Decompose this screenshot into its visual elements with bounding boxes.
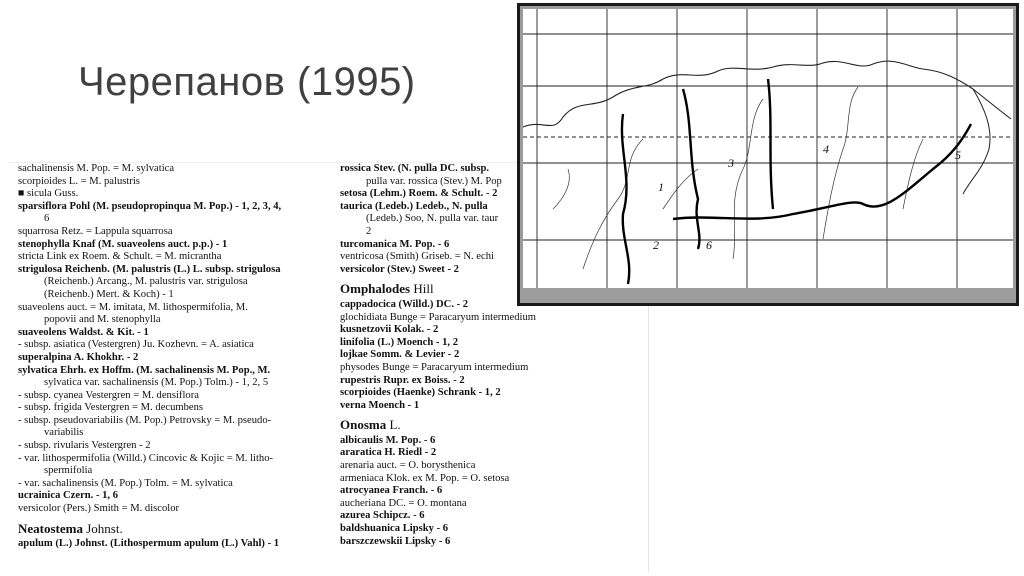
region-label-4: 4 bbox=[823, 142, 829, 156]
list-item: arenaria auct. = O. borysthenica bbox=[340, 460, 476, 472]
list-item: stenophylla Knaf (M. suaveolens auct. p.p.) - 1 bbox=[18, 238, 228, 250]
list-item: kusnetzovii Kolak. - 2 bbox=[340, 324, 439, 336]
list-item: glochidiata Bunge = Paracaryum intermedium bbox=[340, 311, 537, 323]
list-item: rossica Stev. (N. pulla DC. subsp. bbox=[340, 163, 490, 174]
list-item: araratica H. Riedl - 2 bbox=[340, 447, 437, 459]
list-item: (Reichenb.) Arcang., M. palustris var. strigulosa bbox=[44, 276, 248, 288]
list-item: armeniaca Klok. ex M. Pop. = O. setosa bbox=[340, 472, 510, 484]
list-item: - subsp. pseudovariabilis (M. Pop.) Petrovsky = M. pseudo- bbox=[18, 414, 272, 426]
list-item: - subsp. frigida Vestergren = M. decumbens bbox=[18, 402, 204, 414]
region-label-3: 3 bbox=[728, 156, 734, 170]
list-item: taurica (Ledeb.) Ledeb., N. pulla bbox=[340, 200, 488, 212]
list-item: atrocyanea Franch. - 6 bbox=[340, 485, 443, 497]
list-item: superalpina A. Khokhr. - 2 bbox=[18, 351, 139, 363]
list-item: strigulosa Reichenb. (M. palustris (L.) L. subsp. strigulosa bbox=[18, 263, 281, 275]
eastern-coastline bbox=[963, 89, 990, 194]
northern-coastline bbox=[523, 61, 1011, 127]
list-item: scorpioides L. = M. palustris bbox=[18, 175, 140, 187]
list-item: sachalinensis M. Pop. = M. sylvatica bbox=[18, 163, 175, 174]
region-label-5: 5 bbox=[955, 148, 961, 162]
region-label-1: 1 bbox=[658, 180, 664, 194]
list-item: - subsp. asiatica (Vestergren) Ju. Kozhevn. = A. asiatica bbox=[18, 339, 254, 351]
list-item: rupestris Rupr. ex Boiss. - 2 bbox=[340, 374, 465, 386]
list-item: ucrainica Czern. - 1, 6 bbox=[18, 490, 119, 502]
list-item: cappadocica (Willd.) DC. - 2 bbox=[340, 298, 469, 310]
list-item: (Ledeb.) Soo, N. pulla var. taur bbox=[366, 213, 499, 225]
list-item: baldshuanica Lipsky - 6 bbox=[340, 523, 449, 535]
list-item: aucheriana DC. = O. montana bbox=[340, 497, 467, 509]
list-item: - var. sachalinensis (M. Pop.) Tolm. = M. sylvatica bbox=[18, 477, 233, 489]
list-item: - subsp. rivularis Vestergren - 2 bbox=[18, 440, 151, 452]
left-column bbox=[18, 163, 328, 551]
list-item: squarrosa Retz. = Lappula squarrosa bbox=[18, 225, 173, 237]
list-item: sparsiflora Pohl (M. pseudopropinqua M. Pop.) - 1, 2, 3, 4, bbox=[18, 200, 282, 212]
genus-author: L. bbox=[389, 417, 401, 433]
slide-title: Черепанов (1995) bbox=[78, 60, 416, 104]
list-item: suaveolens auct. = M. imitata, M. lithospermifolia, M. bbox=[18, 301, 248, 313]
genus-heading-onosma bbox=[340, 419, 640, 432]
list-item: - var. lithospermifolia (Willd.) Cincovic & Kojic = M. litho- bbox=[18, 452, 274, 464]
list-item: linifolia (L.) Moench - 1, 2 bbox=[340, 336, 458, 348]
genus-name: Omphalodes bbox=[340, 281, 411, 297]
list-item: 6 bbox=[44, 213, 50, 225]
list-item: pulla var. rossica (Stev.) M. Pop bbox=[366, 175, 502, 187]
list-item: suaveolens Waldst. & Kit. - 1 bbox=[18, 326, 149, 338]
list-item: 2 bbox=[366, 225, 372, 237]
list-item: lojkae Somm. & Levier - 2 bbox=[340, 349, 460, 361]
map-drawing bbox=[523, 9, 1013, 288]
list-item: versicolor (Stev.) Sweet - 2 bbox=[340, 263, 459, 275]
genus-name: Neatostema bbox=[18, 520, 83, 536]
region-label-6: 6 bbox=[706, 238, 712, 252]
genus-heading-neatostema bbox=[18, 520, 328, 536]
list-item: (Reichenb.) Mert. & Koch) - 1 bbox=[44, 288, 174, 300]
region-boundaries bbox=[622, 79, 971, 284]
rivers bbox=[553, 87, 923, 269]
list-item: popovii and M. stenophylla bbox=[44, 314, 161, 326]
list-item: apulum (L.) Johnst. (Lithospermum apulum (L.) Vahl) - 1 bbox=[18, 538, 280, 550]
list-item: barszczewskii Lipsky - 6 bbox=[340, 535, 451, 547]
list-item: azurea Schipcz. - 6 bbox=[340, 510, 425, 522]
list-item: - subsp. cyanea Vestergren = M. densiflora bbox=[18, 389, 199, 401]
region-map bbox=[523, 9, 1013, 288]
list-item: ventricosa (Smith) Griseb. = N. echi bbox=[340, 251, 494, 263]
list-item: variabilis bbox=[44, 427, 84, 439]
region-map-frame bbox=[517, 3, 1019, 306]
region-label-2: 2 bbox=[653, 238, 659, 252]
genus-name: Onosma bbox=[340, 417, 387, 433]
list-item: albicaulis M. Pop. - 6 bbox=[340, 434, 436, 446]
list-item: sylvatica Ehrh. ex Hoffm. (M. sachalinensis M. Pop., M. bbox=[18, 364, 271, 376]
list-item: verna Moench - 1 bbox=[340, 399, 420, 411]
genus-author: Hill bbox=[413, 281, 434, 297]
list-item: turcomanica M. Pop. - 6 bbox=[340, 238, 450, 250]
list-item: sylvatica var. sachalinensis (M. Pop.) Tolm.) - 1, 2, 5 bbox=[44, 377, 269, 389]
list-item: ■ sicula Guss. bbox=[18, 188, 79, 200]
genus-author: Johnst. bbox=[86, 520, 123, 536]
list-item: stricta Link ex Roem. & Schult. = M. micrantha bbox=[18, 251, 222, 263]
list-item: physodes Bunge = Paracaryum intermedium bbox=[340, 361, 529, 373]
list-item: setosa (Lehm.) Roem. & Schult. - 2 bbox=[340, 188, 498, 200]
map-grid bbox=[523, 9, 1013, 288]
list-item: spermifolia bbox=[44, 465, 93, 477]
list-item: scorpioides (Haenke) Schrank - 1, 2 bbox=[340, 387, 501, 399]
list-item: versicolor (Pers.) Smith = M. discolor bbox=[18, 503, 180, 515]
